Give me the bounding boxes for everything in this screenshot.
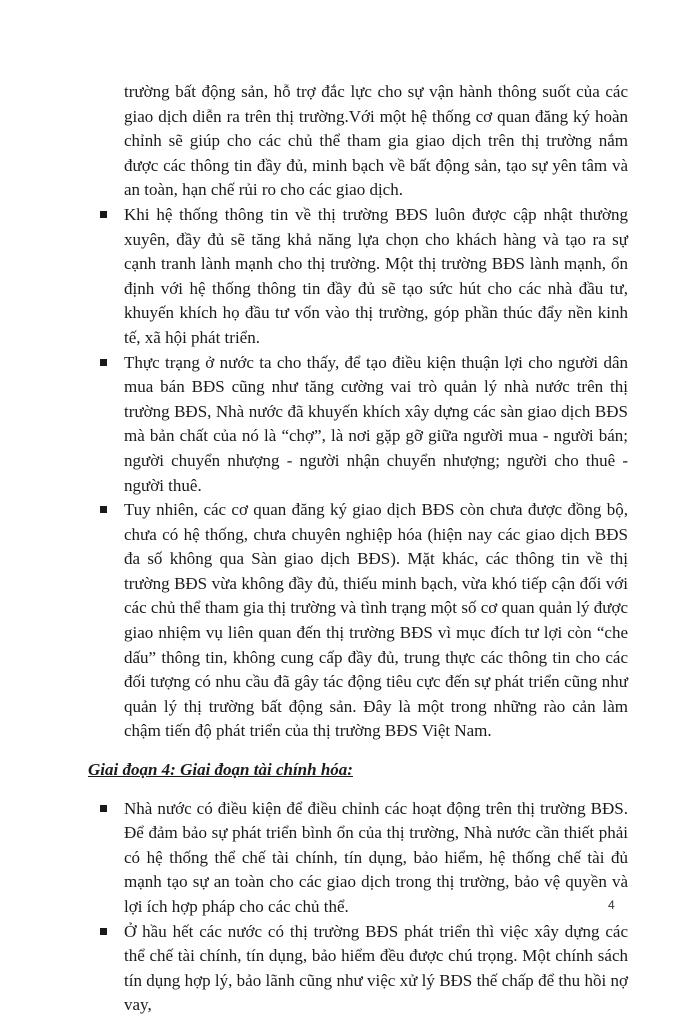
bullet-list-section-4 bbox=[88, 797, 628, 1018]
bullet-item bbox=[88, 203, 628, 351]
bullet-text: Thực trạng ở nước ta cho thấy, để tạo điều kiện thuận lợi cho người dân mua bán BĐS cũng như tăng cường vai trò quản lý nhà nước trên thị trường BĐS, Nhà nước đã khuyến khích xây dựng các sàn giao dịch BĐS mà bản chất của nó là “chợ”, là nơi gặp gỡ giữa người mua - người bán; người chuyển nhượng - người nhận chuyển nhượng; người cho thuê - người thuê. bbox=[124, 352, 628, 495]
bullet-item bbox=[88, 498, 628, 744]
page-content bbox=[88, 80, 628, 1018]
square-bullet-icon bbox=[100, 211, 107, 218]
bullet-item bbox=[88, 920, 628, 1018]
intro-paragraph: trường bất động sản, hỗ trợ đắc lực cho sự vận hành thông suốt của các giao dịch diễn ra trên thị trường.Với một hệ thống cơ quan đăng ký hoàn chỉnh sẽ giúp cho các chủ thể tham gia giao dịch trên thị trường nắm được các thông tin đầy đủ, minh bạch về bất động sản, tạo sự yên tâm và an toàn, hạn chế rủi ro cho các giao dịch. bbox=[124, 82, 628, 200]
bullet-text: Ở hầu hết các nước có thị trường BĐS phát triển thì việc xây dựng các thể chế tài chính, tín dụng, bảo hiểm đều được chú trọng. Một chính sách tín dụng hợp lý, bảo lãnh cũng như việc xử lý BĐS thế chấp để thu hồi nợ vay, bbox=[124, 921, 628, 1015]
page-number: 4 bbox=[608, 898, 615, 912]
bullet-item bbox=[88, 797, 628, 920]
square-bullet-icon bbox=[100, 359, 107, 366]
square-bullet-icon bbox=[100, 928, 107, 935]
bullet-text: Tuy nhiên, các cơ quan đăng ký giao dịch BĐS còn chưa được đồng bộ, chưa có hệ thống, chưa chuyên nghiệp hóa (hiện nay các giao dịch BĐS đa số không qua Sàn giao dịch BĐS). Mặt khác, các thông tin về thị trường BĐS vừa không đầy đủ, thiếu minh bạch, vừa khó tiếp cận đối với các chủ thể tham gia thị trường và tình trạng một số cơ quan quản lý được giao nhiệm vụ liên quan đến thị trường BĐS vì mục đích tư lợi còn “che dấu” thông tin, không cung cấp đầy đủ, trung thực các thông tin cho các đối tượng có nhu cầu đã gây tác động tiêu cực đến sự phát triển cũng như quản lý thị trường bất động sản. Đây là một trong những rào cản làm chậm tiến độ phát triển của thị trường BĐS Việt Nam. bbox=[124, 500, 628, 741]
square-bullet-icon bbox=[100, 506, 107, 513]
bullet-text: Khi hệ thống thông tin về thị trường BĐS luôn được cập nhật thường xuyên, đầy đủ sẽ tăng khả năng lựa chọn cho khách hàng và tạo ra sự cạnh tranh lành mạnh cho thị trường. Một thị trường BĐS lành mạnh, ổn định với hệ thống thông tin đầy đủ sẽ tạo sức hút cho các nhà đầu tư, khuyến khích họ đầu tư vốn vào thị trường, góp phần thúc đẩy nền kinh tế, xã hội phát triển. bbox=[124, 204, 628, 347]
bullet-text: Nhà nước có điều kiện để điều chỉnh các hoạt động trên thị trường BĐS. Để đảm bảo sự phát triển bình ổn của thị trường, Nhà nước cần thiết phải có hệ thống thể chế tài chính, tín dụng, bảo hiểm, hệ thống chế tài đủ mạnh tạo sự an toàn cho các giao dịch trong thị trường, bảo vệ quyền và lợi ích hợp pháp cho các chủ thể. bbox=[124, 798, 628, 916]
bullet-list-section-3 bbox=[88, 203, 628, 744]
bullet-item bbox=[88, 351, 628, 499]
section-heading: Giai đoạn 4: Giai đoạn tài chính hóa: bbox=[88, 760, 353, 780]
square-bullet-icon bbox=[100, 805, 107, 812]
